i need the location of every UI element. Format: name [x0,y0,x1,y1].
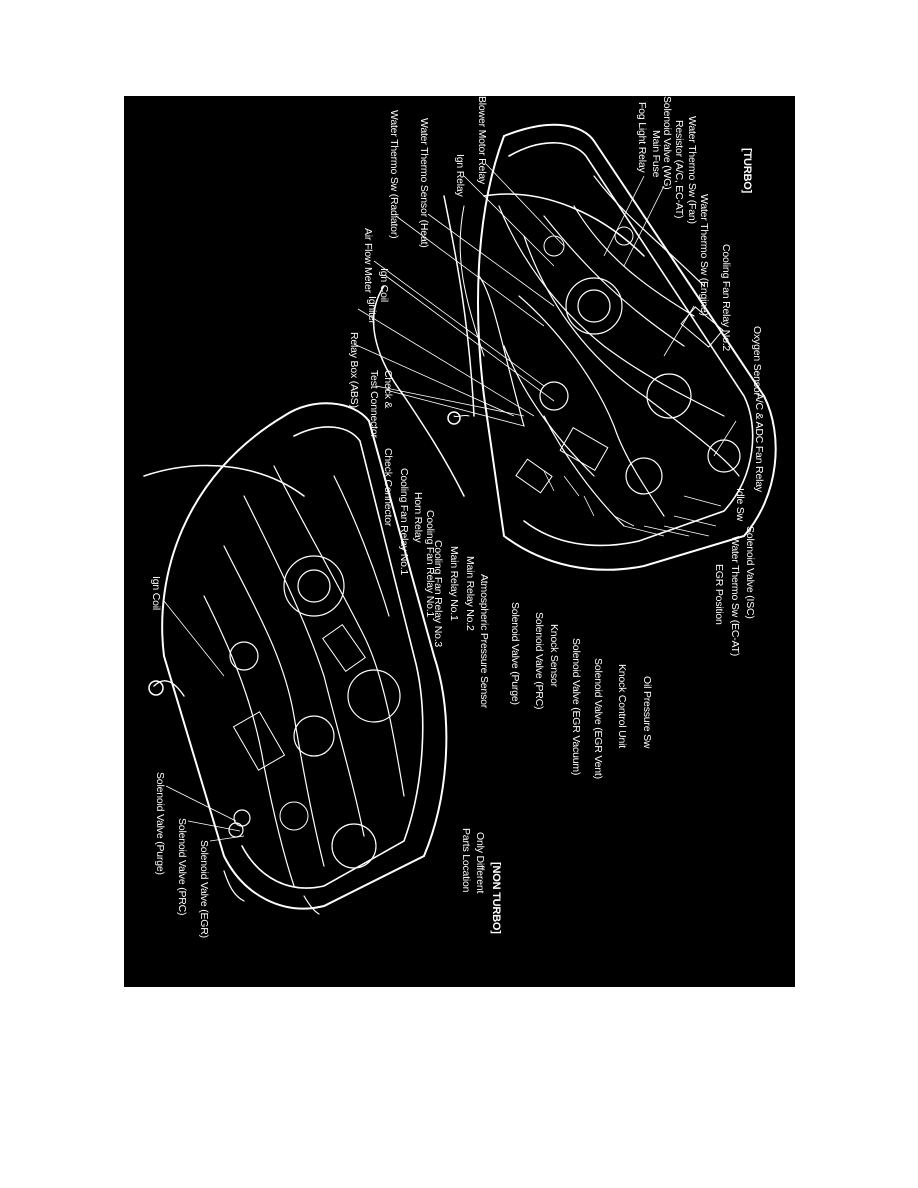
label-horn-relay: Horn Relay [412,492,424,543]
non-turbo-leader-lines [164,601,244,841]
label-egr-position: EGR Position [713,564,725,625]
label-check-connector: Check Connector [382,448,394,527]
label-fog-light-relay: Fog Light Relay [636,102,648,173]
label-solenoid-valve-isc: Solenoid Valve (ISC) [744,526,756,619]
label-resistor: Resistor (A/C, EC-AT) [673,120,685,219]
turbo-engine-bay [374,125,776,570]
label-solenoid-valve-egr-vacuum: Solenoid Valve (EGR Vacuum) [570,638,582,776]
label-knock-sensor: Knock Sensor [548,624,560,687]
non-turbo-label-ign-coil: Ign Coil [150,576,162,611]
label-test-connector: Test Connector [368,370,380,438]
non-turbo-note-line-2: Parts Location [460,828,472,893]
turbo-leader-lines [354,164,736,536]
non-turbo-label-solenoid-valve-egr: Solenoid Valve (EGR) [198,840,210,938]
non-turbo-note-line-1: Only Different [474,832,486,894]
non-turbo-label-solenoid-valve-prc: Solenoid Valve (PRC) [176,818,188,916]
label-cooling-fan-relay-no3: Cooling Fan Relay No.3 [432,540,444,648]
label-relay-box-abs: Relay Box (ABS) [348,332,360,408]
label-ign-coil: Ign Coil [378,268,390,303]
non-turbo-heading: [NON TURBO] [490,862,502,934]
label-solenoid-valve-prc: Solenoid Valve (PRC) [533,612,545,710]
label-solenoid-valve-egr-vent: Solenoid Valve (EGR Vent) [592,658,604,779]
label-igniter: Igniter [366,296,378,324]
label-solenoid-valve-purge: Solenoid Valve (Purge) [509,602,521,705]
label-oil-pressure-sw: Oil Pressure Sw [641,676,653,749]
non-turbo-label-solenoid-valve-purge: Solenoid Valve (Purge) [154,772,166,875]
label-check-and: Check & [382,370,394,409]
label-idle-sw: Idle Sw [734,488,746,522]
diagram-panel [124,96,795,987]
label-water-thermo-sw-radiator: Water Thermo Sw (Radiator) [388,110,400,239]
label-water-thermo-sw-fan: Water Thermo Sw (Fan) [686,116,698,224]
label-atmospheric-pressure-sensor: Atmospheric Pressure Sensor [478,574,490,709]
label-knock-control-unit: Knock Control Unit [616,664,628,748]
label-cooling-fan-relay-no2: Cooling Fan Relay No.2 [720,244,732,352]
label-water-thermo-sensor-heat: Water Thermo Sensor (Heat) [418,118,430,248]
turbo-heading: [TURBO] [741,148,753,194]
label-cooling-fan-relay-no1b: Cooling Fan Relay No.1 [398,468,410,576]
label-water-thermo-sw-engine: Water Thermo Sw (Engine) [698,194,710,316]
label-oxygen-sensor: Oxygen Sensor [751,326,763,396]
label-ac-adc-fan-relay: A/C & ADC Fan Relay [753,393,765,492]
label-main-relay-no1: Main Relay No.1 [448,546,460,621]
label-water-thermo-sw-ecat: Water Thermo Sw (EC-AT) [729,536,741,657]
label-ign-relay: Ign Relay [454,154,466,197]
label-cooling-fan-relay-no1: Cooling Fan Relay No.1 [424,510,436,618]
label-blower-motor-relay: Blower Motor Relay [476,96,488,185]
label-main-relay-no2: Main Relay No.2 [464,556,476,631]
label-air-flow-meter: Air Flow Meter [362,228,374,293]
label-main-fuse: Main Fuse [650,130,662,178]
label-solenoid-valve-wg: Solenoid Valve (WG) [661,96,673,190]
